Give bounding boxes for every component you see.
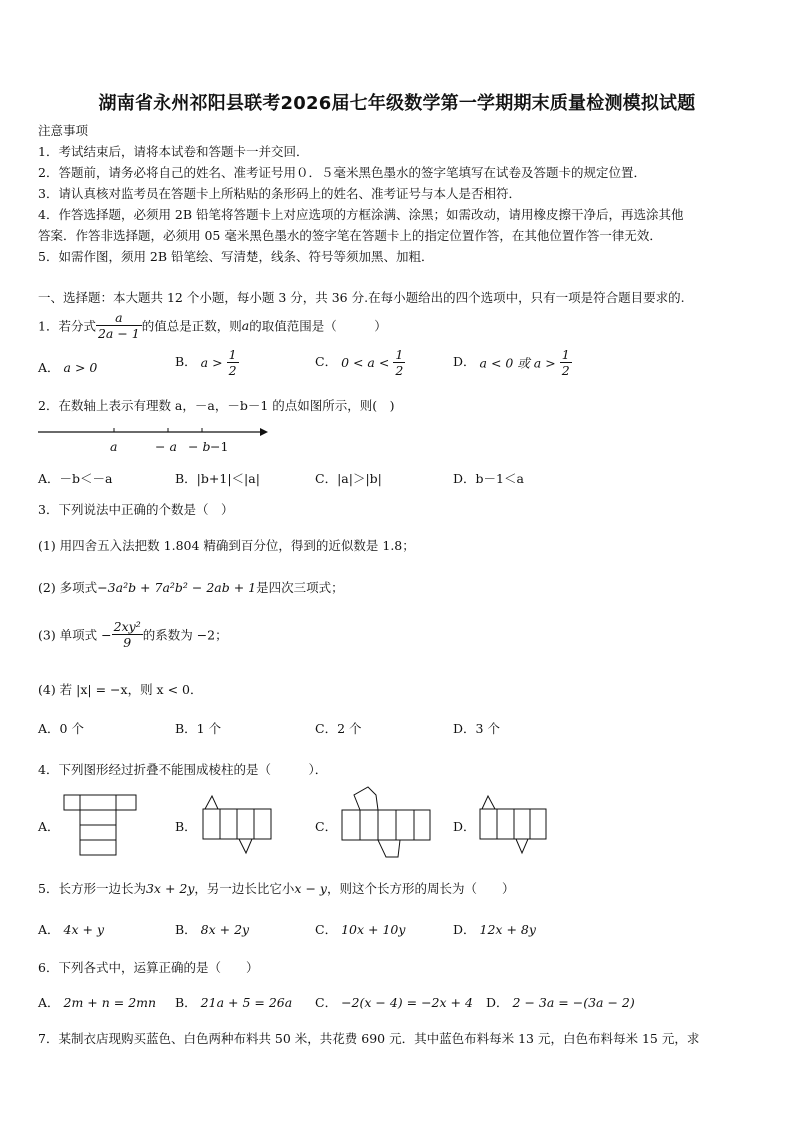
number-line [38, 422, 270, 456]
notice-heading: 注意事项 [38, 123, 89, 138]
option-a: A．0 个 [38, 721, 84, 736]
notice-item: 4．作答选择题，必须用 2B 铅笔将答题卡上对应选项的方框涂满、涂黑；如需改动，请用橡皮擦干净后，再选涂其他 [38, 207, 684, 222]
prism-net-d [478, 793, 550, 859]
option-c: C． −2(x − 4) = −2x + 4 [315, 995, 473, 1010]
point-label-neg-b: − b [188, 439, 211, 454]
statement-3: (3) 单项式 − $\frac{\text{2xy²}}{9}$ 的系数为 −2； [38, 619, 228, 650]
notice-item: 2．答题前，请务必将自己的姓名、准考证号用０．５毫米黑色墨水的签字笔填写在试卷及答题卡的规定位置． [38, 165, 646, 180]
option-d: D．b－1＜a [453, 471, 524, 486]
option-c: C． 0 < a < $\frac{1}{2}$ [315, 347, 404, 378]
question-2-stem: 2．在数轴上表示有理数 a，－a，－b－1 的点如图所示，则( ) [38, 398, 395, 413]
option-b: B．|b+1|＜|a| [175, 471, 260, 486]
prism-net-b [203, 793, 275, 859]
option-c: C． [315, 819, 338, 834]
option-d: D． a < 0 或 a > $\frac{1}{2}$ [453, 347, 570, 378]
option-a: A． 4x + y [38, 922, 105, 937]
question-1-stem: 1．若分式 $\frac{a}{2a - 1}$ 的值总是正数，则a的取值范围是（ ） [38, 310, 387, 341]
point-label-neg-a: − a [155, 439, 177, 454]
point-label-a: a [110, 439, 118, 454]
notice-item: 5．如需作图，须用 2B 铅笔绘、写清楚，线条、符号等须加黑、加粗． [38, 249, 434, 264]
option-d: D． [453, 819, 476, 834]
option-c: C． 10x + 10y [315, 922, 406, 937]
question-7-stem: 7．某制衣店现购买蓝色、白色两种布料共 50 米，共花费 690 元．其中蓝色布料每米 13 元，白色布料每米 15 元，求 [38, 1031, 700, 1046]
option-b: B． 8x + 2y [175, 922, 250, 937]
question-4-stem: 4．下列图形经过折叠不能围成棱柱的是（ ）． [38, 762, 328, 777]
statement-2: (2) 多项式−3a²b + 7a²b² − 2ab + 1是四次三项式； [38, 580, 344, 595]
point-label-minus-one: −1 [210, 439, 229, 454]
option-a: A． [38, 819, 60, 834]
option-d: D． 2 − 3a = −(3a − 2) [486, 995, 635, 1010]
option-d: D． 12x + 8y [453, 922, 536, 937]
option-b: B． [175, 819, 197, 834]
option-a: A． a > 0 [38, 360, 98, 375]
page-title: 湖南省永州祁阳县联考2026届七年级数学第一学期期末质量检测模拟试题 [98, 93, 696, 114]
option-d: D．3 个 [453, 721, 500, 736]
prism-net-c [340, 785, 436, 865]
section-heading: 一、选择题：本大题共 12 个小题，每小题 3 分，共 36 分.在每小题给出的四个选项中，只有一项是符合题目要求的. [38, 290, 685, 305]
statement-4: (4) 若 |x| = −x，则 x < 0． [38, 682, 203, 697]
question-5-stem: 5．长方形一边长为3x + 2y，另一边长比它小x − y，则这个长方形的周长为（ ） [38, 881, 515, 896]
question-3-stem: 3．下列说法中正确的个数是（ ） [38, 502, 234, 517]
fraction: $\frac{a}{2a - 1}$ [97, 310, 140, 341]
option-c: C．|a|＞|b| [315, 471, 382, 486]
option-c: C．2 个 [315, 721, 362, 736]
prism-net-a [64, 793, 144, 857]
notice-item: 1．考试结束后，请将本试卷和答题卡一并交回． [38, 144, 309, 159]
notice-item: 3．请认真核对监考员在答题卡上所粘贴的条形码上的姓名、准考证号与本人是否相符． [38, 186, 521, 201]
notice-item: 答案．作答非选择题，必须用 05 毫米黑色墨水的签字笔在答题卡上的指定位置作答，在其他位置作答一律无效． [38, 228, 662, 243]
option-b: B． 21a + 5 = 26a [175, 995, 293, 1010]
question-6-stem: 6．下列各式中，运算正确的是（ ） [38, 960, 259, 975]
option-b: B． a > $\frac{1}{2}$ [175, 347, 237, 378]
option-a: A． 2m + n = 2mn [38, 995, 157, 1010]
statement-1: (1) 用四舍五入法把数 1.804 精确到百分位，得到的近似数是 1.8； [38, 538, 415, 553]
option-b: B．1 个 [175, 721, 222, 736]
option-a: A．－b＜－a [38, 471, 113, 486]
